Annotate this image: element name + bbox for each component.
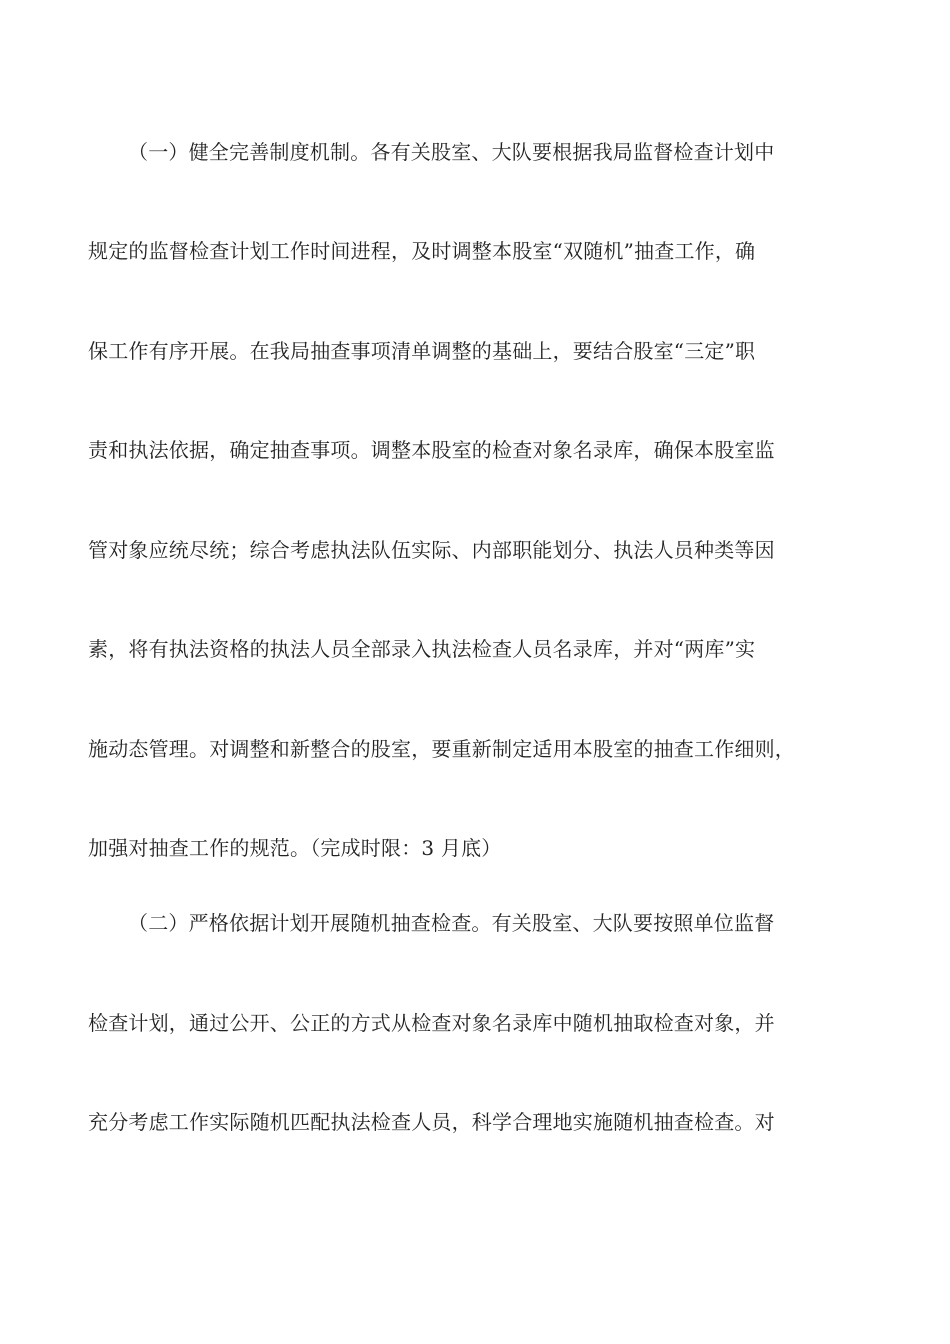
paragraph-line: 管对象应统尽统；综合考虑执法队伍实际、内部职能划分、执法人员种类等因: [88, 538, 775, 562]
paragraph-line: 保工作有序开展。在我局抽查事项清单调整的基础上，要结合股室“三定”职: [88, 339, 756, 363]
paragraph-line: 规定的监督检查计划工作时间进程，及时调整本股室“双随机”抽查工作，确: [88, 239, 756, 263]
paragraph-line: 施动态管理。对调整和新整合的股室，要重新制定适用本股室的抽查工作细则，: [88, 737, 795, 761]
paragraph-line: （一）健全完善制度机制。各有关股室、大队要根据我局监督检查计划中: [128, 140, 775, 164]
paragraph-line: 充分考虑工作实际随机匹配执法检查人员，科学合理地实施随机抽查检查。对: [88, 1110, 775, 1134]
paragraph-line: 责和执法依据，确定抽查事项。调整本股室的检查对象名录库，确保本股室监: [88, 438, 775, 462]
paragraph-line: 素，将有执法资格的执法人员全部录入执法检查人员名录库，并对“两库”实: [88, 637, 756, 661]
paragraph-line: 加强对抽查工作的规范。（完成时限：3 月底）: [88, 836, 502, 860]
paragraph-line: （二）严格依据计划开展随机抽查检查。有关股室、大队要按照单位监督: [128, 911, 775, 935]
paragraph-line: 检查计划，通过公开、公正的方式从检查对象名录库中随机抽取检查对象，并: [88, 1011, 775, 1035]
